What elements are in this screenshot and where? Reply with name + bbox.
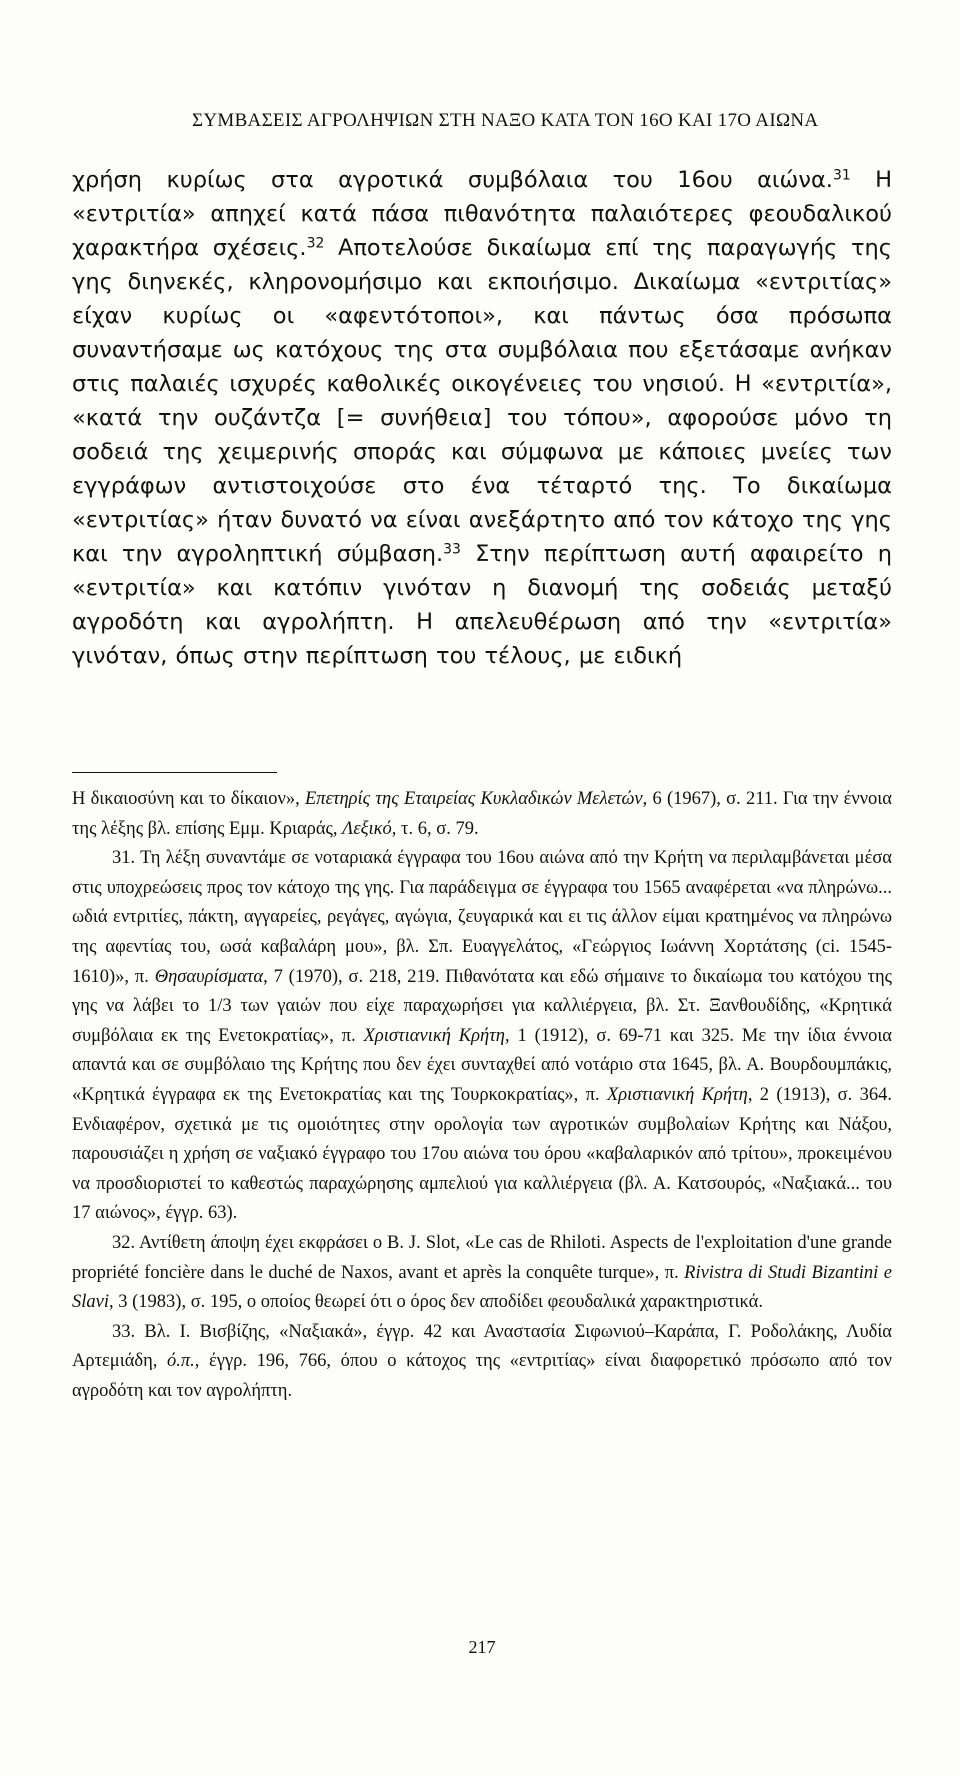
footnote-journal-title: Rivistra di Studi Bizantini e Slavi [72,1262,892,1313]
footnote-continuation [72,785,892,844]
footnote-text: 33. Βλ. Ι. Βισβίζης, «Ναξιακά», έγγρ. 42 και Αναστασία Σιφωνιού–Καράπα, Γ. Ροδολάκης, Λυδία Αρτεμιάδη, [72,1321,892,1372]
footnote-ref-32: 32 [306,235,325,252]
body-text-part-1: χρήση κυρίως στα αγροτικά συμβόλαια του 16ου αιώνα. [72,167,833,193]
footnote-text: , 2 (1913), σ. 364. Ενδιαφέρον, σχετικά με τις ομοιότητες στην ορολογία των αγροτικών συμβολαίων Κρήτης και Νάξου, παρουσιάζει η χρήση σε ναξιακό έγγραφο του 17ου αιώνα του όρου «καβαλαρικόν από τρίτου», προκειμένου να προσδιοριστεί το καθεστώς παραχώρησης αμπελιού για καλλιέργεια (βλ. Α. Κατσουρός, «Ναξιακά... του 17 αιώνος», έγγρ. 63). [72,1084,892,1224]
footnote-journal-title: Θησαυρίσματα [154,966,264,987]
footnote-text: 31. Τη λέξη συναντάμε σε νοταριακά έγγραφα του 16ου αιώνα από την Κρήτη να περιλαμβάνεται μέσα στις υποχρεώσεις προς τον κάτοχο της γης. Για παράδειγμα σε έγγραφα του 1565 αναφέρεται «να πληρώνω... ωδιά εντριτίες, πάκτη, αγγαρείες, ρεγάγες, αγώγια, ζευγαρικά και ει τις άλλον είμαι κρατημένος να πληρώνω της αφεντίας του, ωσά καβαλάρη μου», βλ. Σπ. Ευαγγελάτος, «Γεώργιος Ιωάννη Χορτάτσης (ci. 1545-1610)», π. [72,848,892,987]
footnote-divider [72,772,277,773]
footnote-journal-title: Χριστιανική Κρήτη [363,1025,505,1046]
body-text-part-4: Στην περίπτωση αυτή αφαιρείτο η «εντριτία» και κατόπιν γινόταν η διανομή της σοδειάς μεταξύ αγροδότη και αγρολήπτη. Η απελευθέρωση από την «εντριτία» γινόταν, όπως στην περίπτωση του τέλους, με ειδική [72,541,892,669]
footnote-33 [72,1318,892,1407]
footnote-text: των γαιών που είχε παραχωρήσει για καλλιέργεια, βλ. Στ. Ξανθουδίδης, «Κρητικά συμβόλαια εκ της Ενετοκρατίας», π. [72,996,892,1046]
footnote-journal-title: Χριστιανική Κρήτη [606,1084,748,1105]
page-number: 217 [468,1637,496,1657]
footnote-text: , 6 (1967), σ. 211. Για την έννοια της λέξης βλ. επίσης Εμμ. Κριαράς, [72,789,892,839]
footnote-fraction: 1/3 [208,996,232,1017]
footnote-text: Η δικαιοσύνη και το δίκαιον», [72,789,305,809]
running-head: ΣΥΜΒΑΣΕΙΣ ΑΓΡΟΛΗΨΙΩΝ ΣΤΗ ΝΑΞΟ ΚΑΤΑ ΤΟΝ 16Ο ΚΑΙ 17Ο ΑΙΩΝΑ [192,110,819,131]
body-text-part-3: Αποτελούσε δικαίωμα επί της παραγωγής της γης διηνεκές, κληρονομήσιμο και εκποιήσιμο. Δικαίωμα «εντριτίας» είχαν κυρίως οι «αφεντότοποι», και πάντως όσα πρόσωπα συναντήσαμε ως κατόχους της στα συμβόλαια που εξετάσαμε ανήκαν στις παλαιές ισχυρές καθολικές οικογένειες του νησιού. Η «εντριτία», «κατά την ουζάντζα [= συνήθεια] του τόπου», αφορούσε μόνο τη σοδειά της χειμερινής σποράς και σύμφωνα με κάποιες μνείες των εγγράφων αντιστοιχούσε στο ένα τέταρτό της. Το δικαίωμα «εντριτίας» ήταν δυνατό να είναι ανεξάρτητο από τον κάτοχο της γης και την αγροληπτική σύμβαση. [72,235,892,567]
body-text-part-2: Η «εντριτία» απηχεί κατά πάσα πιθανότητα παλαιότερες φεουδαλικού χαρακτήρα σχέσεις. [72,167,893,261]
footnote-abbreviation: ό.π. [167,1351,195,1372]
footnote-ref-33: 33 [443,541,461,558]
footnote-book-title: Λεξικό [342,818,392,839]
footnote-text: , 3 (1983), σ. 195, ο οποίος θεωρεί ότι ο όρος δεν αποδίδει φεουδαλικά χαρακτηριστικά. [109,1292,763,1313]
footnote-ref-31: 31 [832,167,851,184]
footnote-32 [72,1229,892,1318]
footnote-text: , έγγρ. 196, 766, όπου ο κάτοχος της «εντριτίας» είναι διαφορετικό πρόσωπο από τον αγροδότη και τον αγρολήπτη. [72,1351,892,1401]
footnote-text: , 1 (1912), σ. 69-71 και 325. Με την ίδια έννοια απαντά και σε συμβόλαιο της Κρήτης που δεν έχει συνταχθεί από νοτάριο στα 1645, βλ. Α. Βουρδουμπάκις, «Κρητικά έγγραφα εκ της Ενετοκρατίας και της Τουρκοκρατίας», π. [72,1025,892,1105]
body-paragraph [72,163,892,673]
footnote-31 [72,844,892,1229]
footnote-journal-title: Επετηρίς της Εταιρείας Κυκλαδικών Μελετών [305,789,643,809]
footnote-text: , 7 (1970), σ. 218, 219. Πιθανότατα και εδώ σήμαινε το δικαίωμα του κατόχου της γης να λάβει το [72,966,892,1017]
footnotes [72,785,892,1406]
footnote-text: 32. Αντίθετη άποψη έχει εκφράσει ο B. J. Slot, «Le cas de Rhiloti. Aspects de l'exploitation d'une grande propriété foncière dans le duché de Naxos, avant et après la conquête turque», π. [72,1232,892,1283]
footnote-text: , τ. 6, σ. 79. [391,818,479,839]
